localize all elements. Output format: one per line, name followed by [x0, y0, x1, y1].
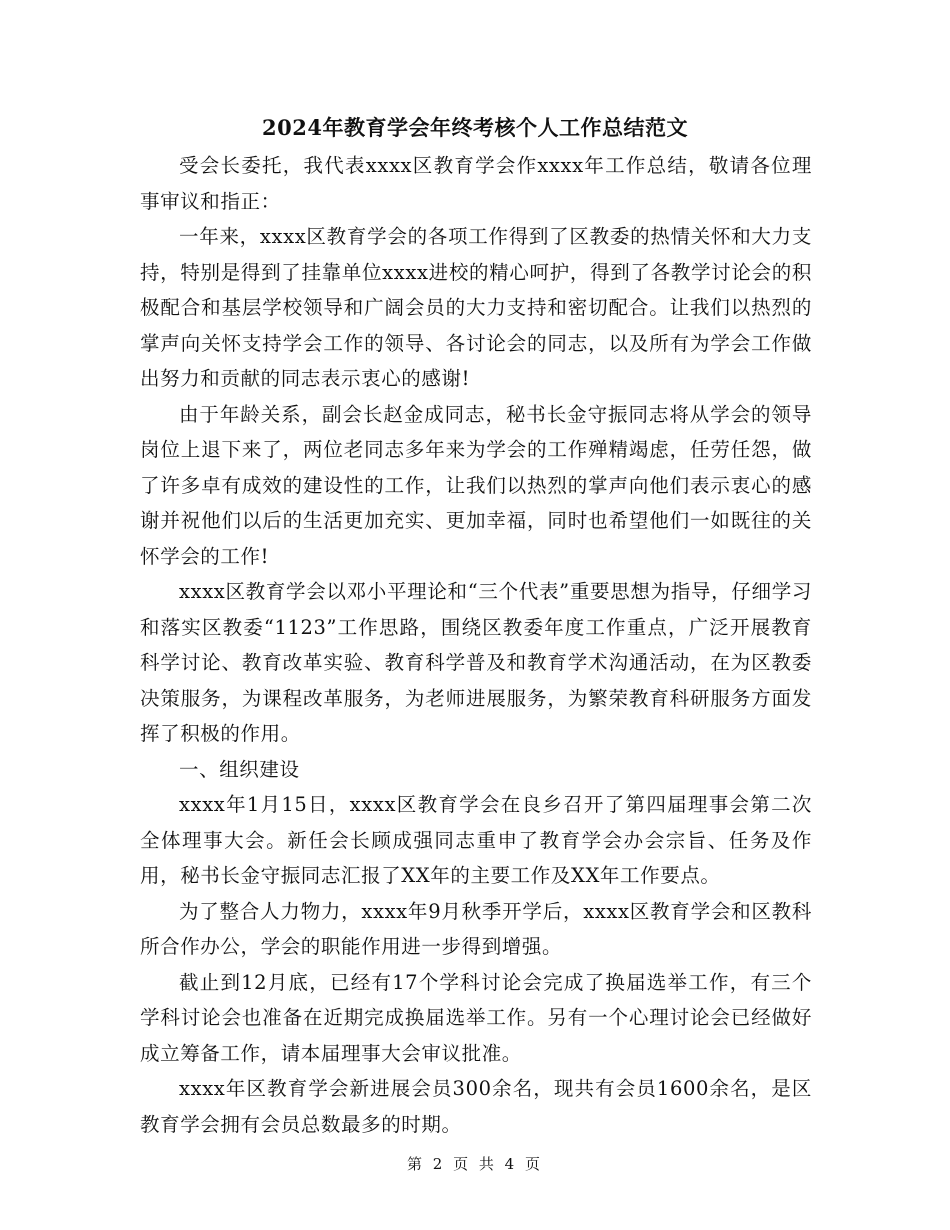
document-body [140, 148, 812, 1142]
page-footer: 第 2 页 共 4 页 [407, 1155, 543, 1173]
paragraph-retirement: 由于年龄关系，副会长赵金成同志，秘书长金守振同志将从学会的领导岗位上退下来了，两位老同志多年来为学会的工作殚精竭虑，任劳任怨，做了许多卓有成效的建设性的工作，让我们以热烈的掌声向他们表示衷心的感谢并祝他们以后的生活更加充实、更加幸福，同时也希望他们一如既往的关怀学会的工作! [140, 402, 812, 568]
paragraph-intro: 受会长委托，我代表xxxx区教育学会作xxxx年工作总结，敬请各位理事审议和指正： [140, 154, 812, 213]
paragraph-thanks: 一年来，xxxx区教育学会的各项工作得到了区教委的热情关怀和大力支持，特别是得到了挂靠单位xxxx进校的精心呵护，得到了各教学讨论会的积极配合和基层学校领导和广阔会员的大力支持和密切配合。让我们以热烈的掌声向关怀支持学会工作的领导、各讨论会的同志，以及所有为学会工作做出努力和贡献的同志表示衷心的感谢! [140, 225, 812, 390]
paragraph-cooperation: 为了整合人力物力，xxxx年9月秋季开学后，xxxx区教育学会和区教科所合作办公，学会的职能作用进一步得到增强。 [140, 899, 812, 958]
section-heading-organization: 一、组织建设 [179, 757, 300, 781]
document-title: 2024年教育学会年终考核个人工作总结范文 [262, 115, 688, 140]
paragraph-meeting: xxxx年1月15日，xxxx区教育学会在良乡召开了第四届理事会第二次全体理事大会。新任会长顾成强同志重申了教育学会办会宗旨、任务及作用，秘书长金守振同志汇报了XX年的主要工作及XX年工作要点。 [140, 793, 812, 887]
paragraph-membership: xxxx年区教育学会新进展会员300余名，现共有会员1600余名，是区教育学会拥有会员总数最多的时期。 [140, 1077, 812, 1136]
paragraph-guidance: xxxx区教育学会以邓小平理论和“三个代表”重要思想为指导，仔细学习和落实区教委“1123”工作思路，围绕区教委年度工作重点，广泛开展教育科学讨论、教育改革实验、教育科学普及和教育学术沟通活动，在为区教委决策服务，为课程改革服务，为老师进展服务，为繁荣教育科研服务方面发挥了积极的作用。 [140, 580, 812, 745]
paragraph-election: 截止到12月底，已经有17个学科讨论会完成了换届选举工作，有三个学科讨论会也准备在近期完成换届选举工作。另有一个心理讨论会已经做好成立筹备工作，请本届理事大会审议批准。 [140, 970, 812, 1065]
